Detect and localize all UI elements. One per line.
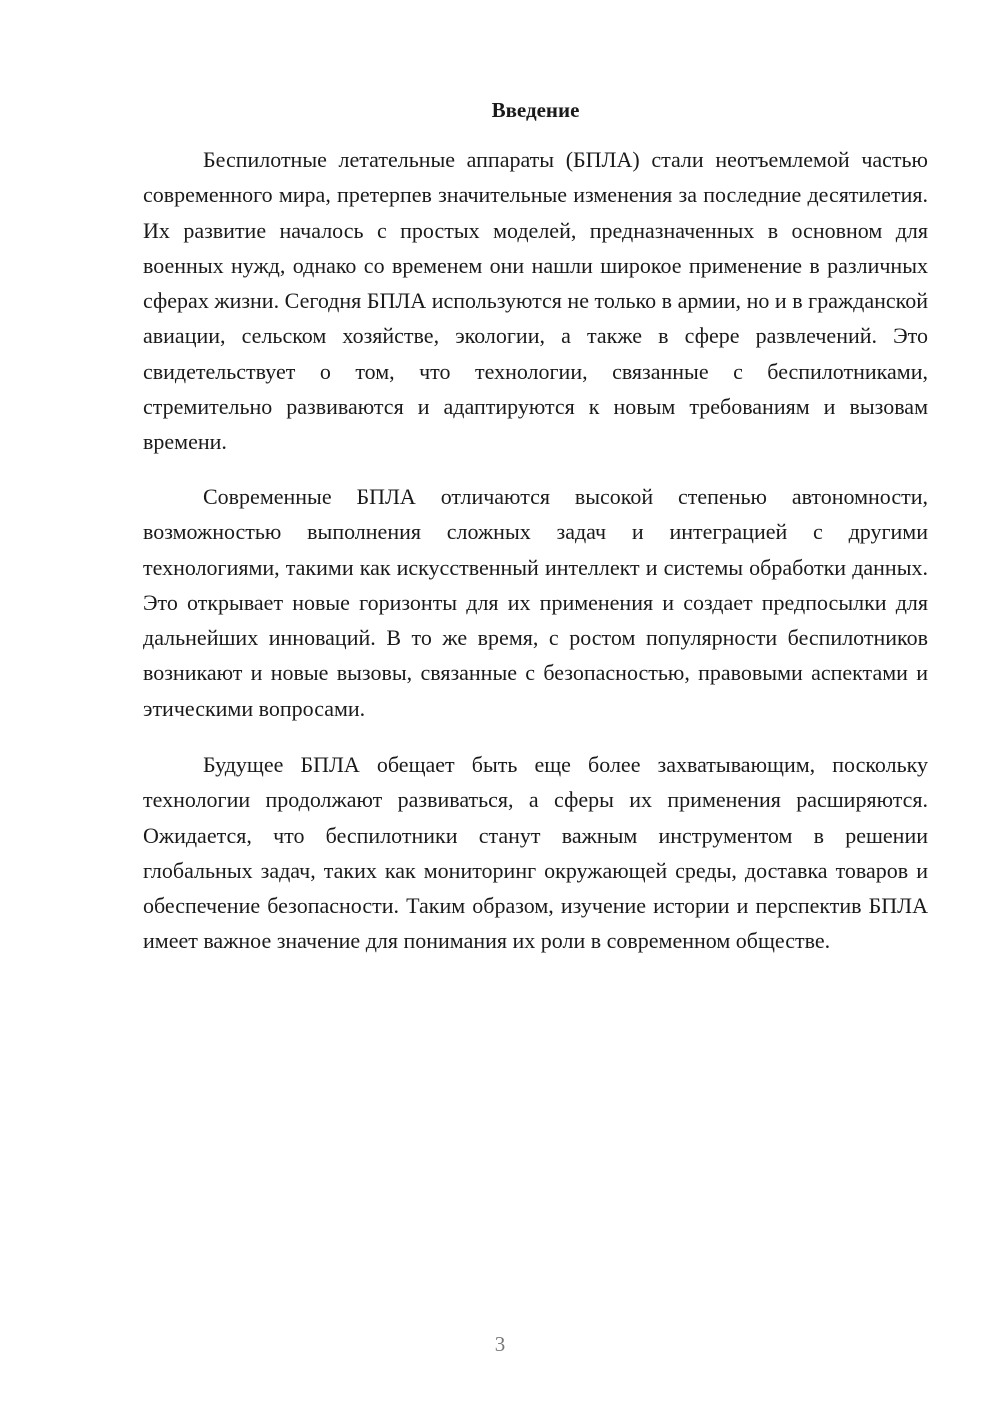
paragraph-introduction-1: Беспилотные летательные аппараты (БПЛА) стали неотъемлемой частью современного мира, претерпев значительные изменения за последние десятилетия. Их развитие началось с простых моделей, предназначенных в основном для военных нужд, однако со временем они нашли широкое применение в различных сферах жизни. Сегодня БПЛА используются не только в армии, но и в гражданской авиации, сельском хозяйстве, экологии, а также в сфере развлечений. Это свидетельствует о том, что технологии, связанные с беспилотниками, стремительно развиваются и адаптируются к новым требованиям и вызовам времени.	[143, 147, 928, 455]
section-title: Введение	[491, 98, 580, 122]
page-number: 3	[494, 1332, 506, 1356]
paragraph-introduction-3: Будущее БПЛА обещает быть еще более захватывающим, поскольку технологии продолжают развиваться, а сферы их применения расширяются. Ожидается, что беспилотники станут важным инструментом в решении глобальных задач, таких как мониторинг окружающей среды, доставка товаров и обеспечение безопасности. Таким образом, изучение истории и перспектив БПЛА имеет важное значение для понимания их роли в современном обществе.	[143, 752, 928, 954]
paragraph-introduction-2: Современные БПЛА отличаются высокой степенью автономности, возможностью выполнения сложных задач и интеграцией с другими технологиями, такими как искусственный интеллект и системы обработки данных. Это открывает новые горизонты для их применения и создает предпосылки для дальнейших инноваций. В то же время, с ростом популярности беспилотников возникают и новые вызовы, связанные с безопасностью, правовыми аспектами и этическими вопросами.	[143, 484, 928, 721]
